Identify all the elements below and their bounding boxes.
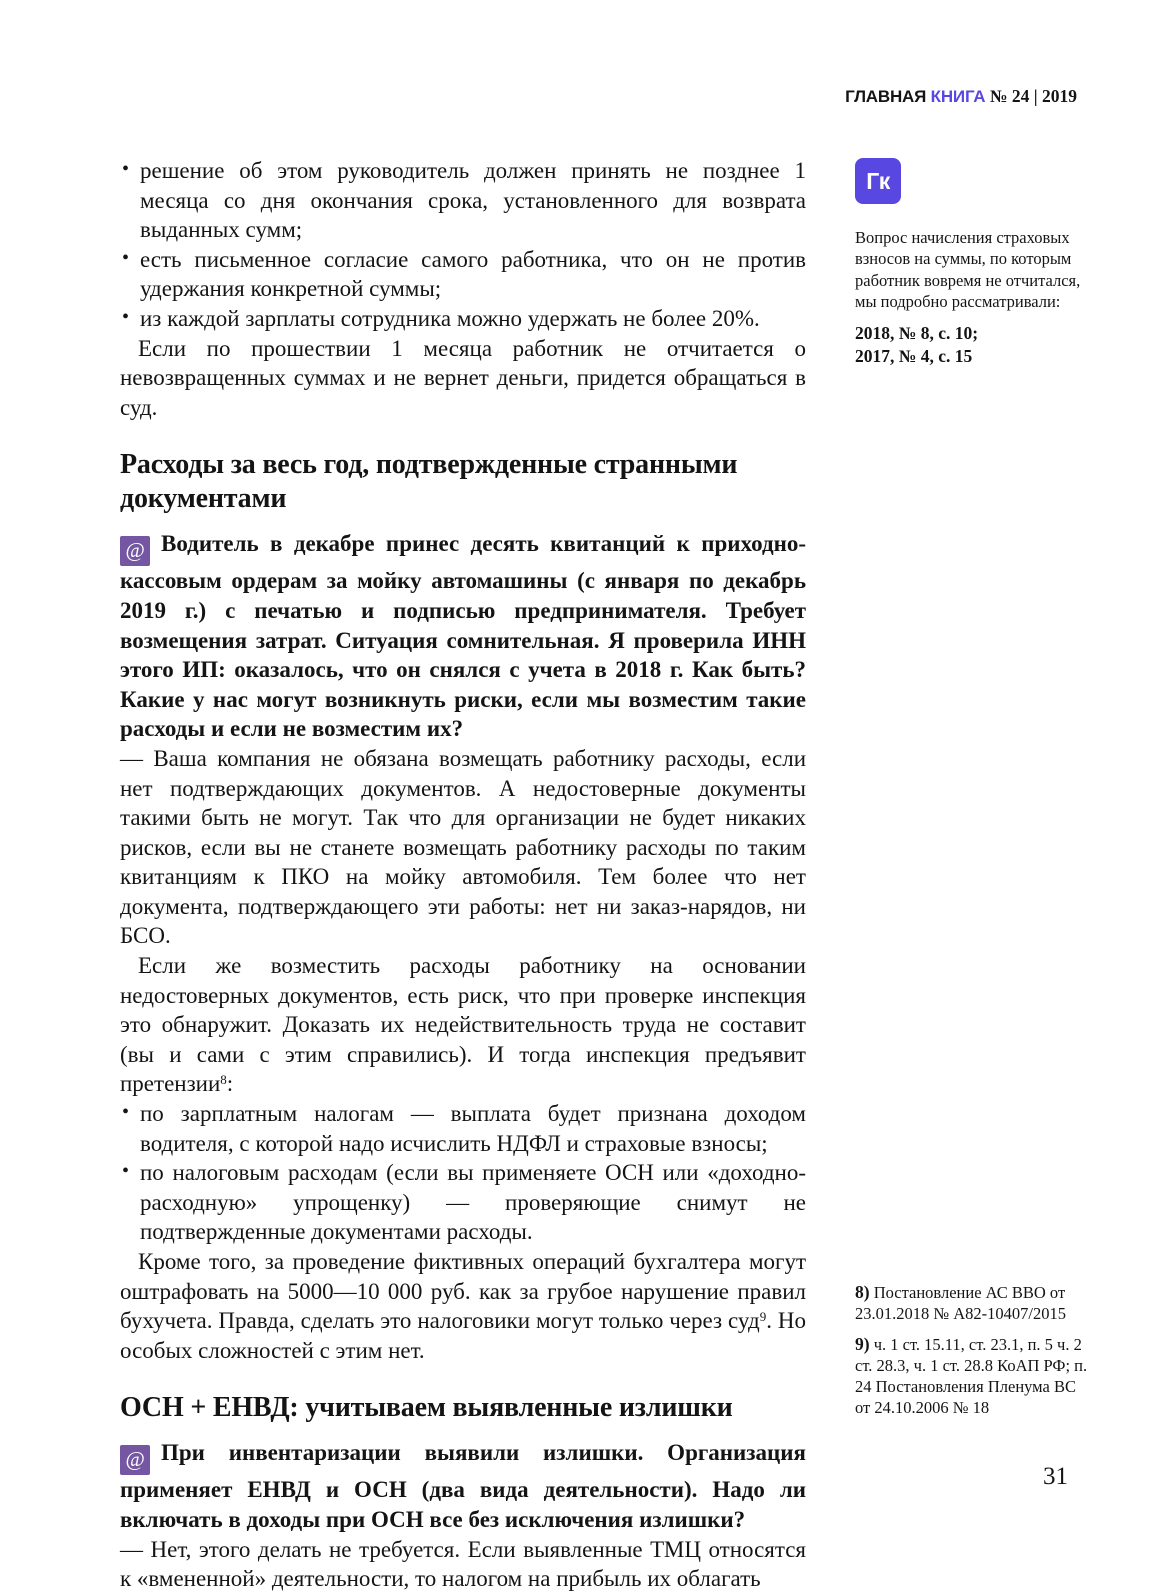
list-item-text: есть письменное согласие самого работника, что он не против удержания конкретной суммы; <box>140 246 806 302</box>
running-head <box>845 86 1077 107</box>
intro-bullet-list <box>120 156 806 334</box>
intro-closing-paragraph: Если по прошествии 1 месяца работник не отчитается о невозвращенных суммах и не вернет деньги, придется обращаться в суд. <box>120 335 806 420</box>
list-item-text: решение об этом руководитель должен принять не позднее 1 месяца со дня окончания срока, установленного для возврата выданных сумм; <box>140 158 806 243</box>
sidebar-reference: 2018, № 8, с. 10; <box>855 323 979 343</box>
gk-logo-icon <box>855 158 901 204</box>
brand-accent: КНИГА <box>930 87 986 106</box>
sidebar-reference: 2017, № 4, с. 15 <box>855 346 973 366</box>
answer-text: : <box>226 1071 234 1097</box>
gk-logo-text: Гк <box>866 167 890 194</box>
section1-title: Расходы за весь год, подтвержденные странными документами <box>120 449 738 515</box>
list-item <box>120 1158 806 1247</box>
at-glyph: @ <box>125 1447 145 1472</box>
section2-answer-p1: — Нет, этого делать не требуется. Если выявленные ТМЦ относятся к «вмененной» деятельности, то налогом на прибыль их облагать <box>120 1536 806 1592</box>
at-glyph: @ <box>125 538 145 563</box>
answer-text: . Но особых сложностей с этим нет. <box>120 1308 806 1363</box>
section2-question <box>120 1438 806 1534</box>
at-icon <box>120 1445 150 1475</box>
at-icon <box>120 536 150 566</box>
page-number: 31 <box>1043 1463 1068 1490</box>
main-text-column <box>120 156 806 1594</box>
sidebar-note: Вопрос начисления страховых взносов на суммы, по которым работник вовремя не отчитался, мы подробно рассматривали: <box>855 228 1081 311</box>
sidebar-references <box>855 322 1087 368</box>
footnote-9 <box>855 1334 1089 1419</box>
list-item <box>120 304 806 334</box>
footnote-text: ч. 1 ст. 15.11, ст. 23.1, п. 5 ч. 2 ст. 28.3, ч. 1 ст. 28.8 КоАП РФ; п. 24 Постановления Пленума ВС от 24.10.2006 № 18 <box>855 1334 1088 1418</box>
answer-text: Кроме того, за проведение фиктивных операций бухгалтера могут оштрафовать на 5000—10 000 руб. как за грубое нарушение правил бухучета. Правда, сделать это налоговики могут только через суд <box>120 1249 806 1334</box>
brand-primary: ГЛАВНАЯ <box>845 87 927 106</box>
issue-number: № 24 | 2019 <box>989 86 1077 106</box>
footnote-8 <box>855 1282 1089 1325</box>
bullet-icon: • <box>122 246 130 269</box>
footnote-list <box>855 1282 1089 1428</box>
footnote-ref-8: 8 <box>220 1072 227 1088</box>
bullet-icon: • <box>122 1160 130 1183</box>
bullet-icon: • <box>122 305 130 328</box>
list-item <box>120 156 806 245</box>
footnote-text: Постановление АС ВВО от 23.01.2018 № А82-10407/2015 <box>855 1283 1066 1324</box>
answer-text: Если же возместить расходы работнику на основании недостоверных документов, есть риск, что при проверке инспекция это обнаружит. Доказать их недействительность труда не составит (вы и сами с этим справились). И тогда инспекция предъявит претензии <box>120 953 806 1097</box>
list-item-text: по зарплатным налогам — выплата будет признана доходом водителя, с которой надо исчислить НДФЛ и страховые взносы; <box>140 1101 806 1156</box>
section1-question <box>120 529 806 744</box>
footnote-number: 8) <box>855 1282 870 1302</box>
list-item <box>120 245 806 304</box>
section1-answer-p2 <box>120 951 806 1099</box>
question-text: При инвентаризации выявили излишки. Организация применяет ЕНВД и ОСН (два вида деятельности). Надо ли включать в доходы при ОСН все без исключения излишки? <box>120 1440 806 1532</box>
list-item <box>120 1099 806 1158</box>
section2-title: ОСН + ЕНВД: учитываем выявленные излишки <box>120 1392 733 1424</box>
list-item-text: по налоговым расходам (если вы применяете ОСН или «доходно-расходную» упрощенку) — проверяющие снимут не подтвержденные документами расходы. <box>140 1160 806 1245</box>
bullet-icon: • <box>122 158 130 180</box>
bullet-icon: • <box>122 1101 130 1124</box>
list-item-text: из каждой зарплаты сотрудника можно удержать не более 20%. <box>140 305 760 331</box>
section1-answer-p3 <box>120 1247 806 1365</box>
footnote-number: 9) <box>855 1333 870 1354</box>
section1-answer-p1: — Ваша компания не обязана возмещать работнику расходы, если нет подтверждающих документов. А недостоверные документы такими быть не могут. Так что для организации не будет никаких рисков, если вы не станете возмещать работнику расходы по таким квитанциям к ПКО на мойку автомобиля. Тем более что нет документа, подтверждающего эти работы: нет ни заказ-нарядов, ни БСО. <box>120 745 806 949</box>
question-text: Водитель в декабре принес десять квитанций к приходно-кассовым ордерам за мойку автомашины (с января по декабрь 2019 г.) с печатью и подписью предпринимателя. Требует возмещения затрат. Ситуация сомнительная. Я проверила ИНН этого ИП: оказалось, что он снялся с учета в 2018 г. Как быть? Какие у нас могут возникнуть риски, если мы возместим такие расходы и если не возместим их? <box>120 531 806 742</box>
answer-bullet-list <box>120 1099 806 1247</box>
footnote-ref-9: 9 <box>759 1309 767 1325</box>
